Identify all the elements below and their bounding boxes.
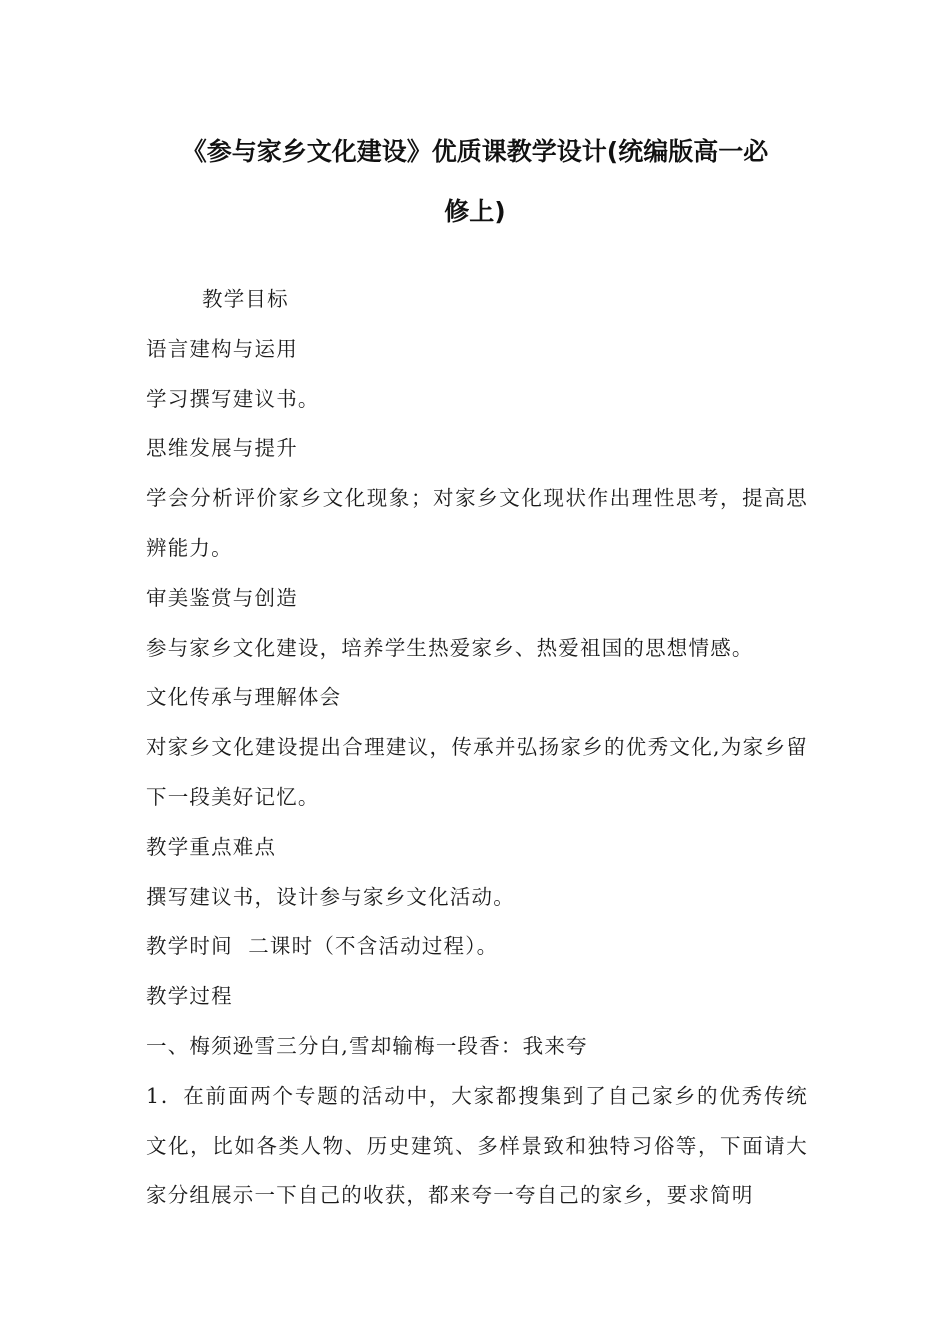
subheading-language: 语言建构与运用	[146, 336, 298, 361]
paragraph: 学会分析评价家乡文化现象；对家乡文化现状作出理性思考，提高思辨能力。	[146, 486, 808, 560]
subheading-thinking: 思维发展与提升	[146, 436, 298, 461]
paragraph: 1．在前面两个专题的活动中，大家都搜集到了自己家乡的优秀传统文化，比如各类人物、历史建筑、多样景致和独特习俗等，下面请大家分组展示一下自己的收获，都来夸一夸自己的家乡，要求简明	[146, 1083, 808, 1208]
heading-key-points: 教学重点难点	[146, 834, 277, 859]
section-heading-1: 一、梅须逊雪三分白,雪却输梅一段香：我来夸	[146, 1033, 588, 1058]
paragraph-teaching-time: 教学时间 二课时（不含活动过程）。	[146, 934, 499, 959]
subheading-culture: 文化传承与理解体会	[146, 685, 342, 710]
heading-teaching-process: 教学过程	[146, 984, 233, 1009]
document-title	[150, 122, 800, 242]
paragraph: 对家乡文化建设提出合理建议，传承并弘扬家乡的优秀文化,为家乡留下一段美好记忆。	[146, 735, 808, 809]
paragraph: 参与家乡文化建设，培养学生热爱家乡、热爱祖国的思想情感。	[146, 635, 754, 660]
title-line-2: 修上)	[444, 197, 506, 226]
document-body	[146, 275, 808, 1221]
paragraph: 撰写建议书，设计参与家乡文化活动。	[146, 884, 515, 909]
title-line-1: 《参与家乡文化建设》优质课教学设计(统编版高一必	[181, 137, 769, 166]
paragraph: 学习撰写建议书。	[146, 386, 320, 411]
subheading-aesthetics: 审美鉴赏与创造	[146, 585, 298, 610]
heading-teaching-goals: 教学目标	[202, 287, 289, 311]
